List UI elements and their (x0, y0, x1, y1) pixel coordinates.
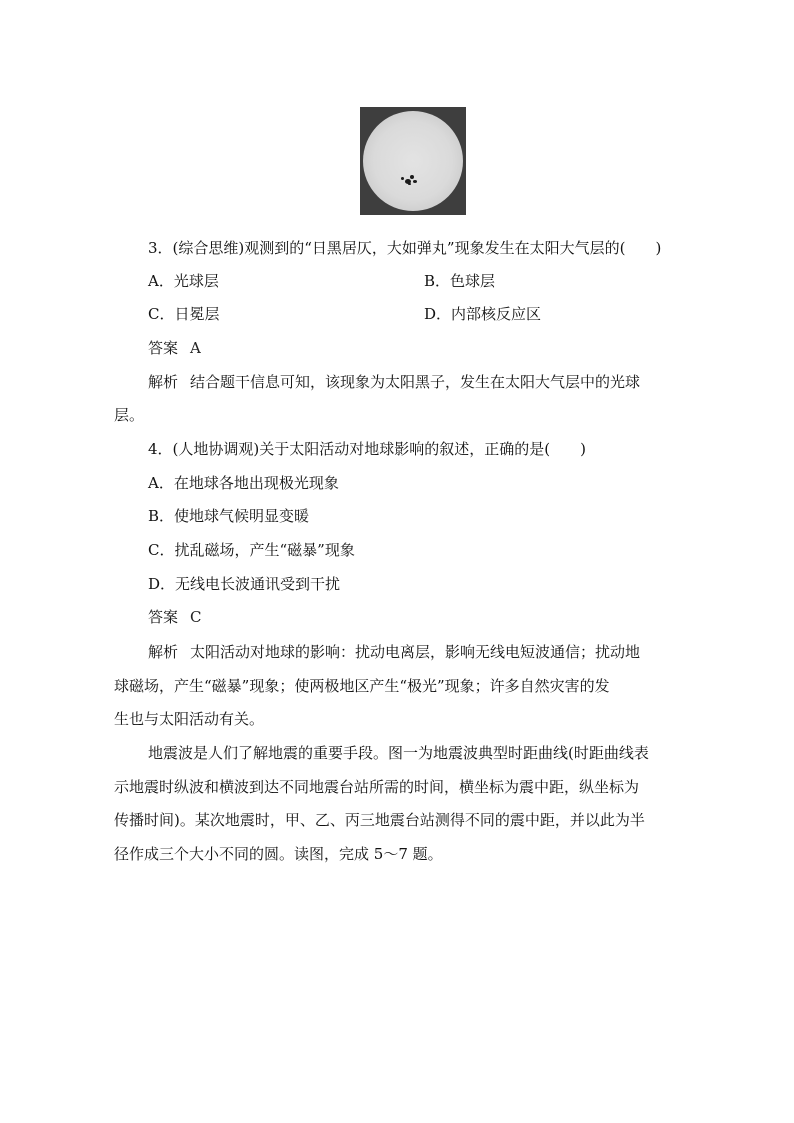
option-text: 日冕层 (174, 305, 220, 323)
q4-option-b (148, 506, 309, 526)
intro-line-4: 径作成三个大小不同的圆。读图，完成 5～7 题。 (114, 845, 443, 863)
q3-answer (148, 338, 201, 358)
intro-line-3: 传播时间)。某次地震时，甲、乙、丙三地震台站测得不同的震中距，并以此为半 (114, 811, 645, 829)
sunspot (408, 183, 411, 185)
analysis-label: 解析 (148, 373, 179, 391)
q4-answer (148, 607, 202, 627)
option-text: 无线电长波通讯受到干扰 (175, 575, 341, 593)
option-letter: A． (148, 272, 174, 290)
option-text: 扰乱磁场，产生“磁暴”现象 (174, 541, 355, 559)
sun-photo-figure (360, 107, 466, 215)
q3-option-c (148, 304, 220, 324)
option-letter: A． (148, 474, 174, 492)
option-letter: B． (148, 507, 175, 525)
q4-option-a (148, 473, 339, 493)
analysis-text: 结合题干信息可知，该现象为太阳黑子，发生在太阳大气层中的光球 (190, 373, 641, 391)
q4-analysis-line-2: 球磁场，产生“磁暴”现象；使两极地区产生“极光”现象；许多自然灾害的发 (114, 677, 610, 695)
option-text: 内部核反应区 (451, 305, 542, 323)
question-3-stem: 3．(综合思维)观测到的“日黑居仄，大如弹丸”现象发生在太阳大气层的( ) (148, 239, 662, 257)
answer-label: 答案 (148, 608, 179, 626)
option-text: 使地球气候明显变暖 (174, 507, 310, 525)
analysis-label: 解析 (148, 643, 179, 661)
intro-line-2: 示地震时纵波和横波到达不同地震台站所需的时间，横坐标为震中距，纵坐标为 (114, 778, 640, 796)
q4-analysis-line-1 (148, 642, 640, 662)
q3-analysis-line-1 (148, 372, 640, 392)
q3-option-b (424, 271, 495, 291)
option-text: 色球层 (450, 272, 496, 290)
option-letter: B． (424, 272, 451, 290)
q3-option-d (424, 304, 541, 324)
sunspot (401, 177, 404, 180)
sunspot (410, 175, 414, 179)
option-letter: C． (148, 305, 175, 323)
solar-disk (363, 111, 463, 211)
intro-line-1: 地震波是人们了解地震的重要手段。图一为地震波典型时距曲线(时距曲线表 (148, 744, 649, 762)
option-text: 光球层 (173, 272, 219, 290)
q4-option-d (148, 574, 340, 594)
q3-option-a (148, 271, 219, 291)
answer-value: C (190, 608, 202, 626)
answer-value: A (190, 339, 201, 357)
sunspot (413, 180, 417, 183)
q4-analysis-line-3: 生也与太阳活动有关。 (114, 710, 265, 728)
analysis-text: 太阳活动对地球的影响：扰动电离层，影响无线电短波通信；扰动地 (190, 643, 641, 661)
q3-analysis-line-2: 层。 (114, 406, 145, 424)
option-letter: D． (424, 305, 452, 323)
q4-option-c (148, 540, 355, 560)
answer-label: 答案 (148, 339, 179, 357)
option-letter: C． (148, 541, 175, 559)
option-letter: D． (148, 575, 176, 593)
question-4-stem: 4．(人地协调观)关于太阳活动对地球影响的叙述，正确的是( ) (148, 440, 586, 458)
option-text: 在地球各地出现极光现象 (173, 474, 339, 492)
